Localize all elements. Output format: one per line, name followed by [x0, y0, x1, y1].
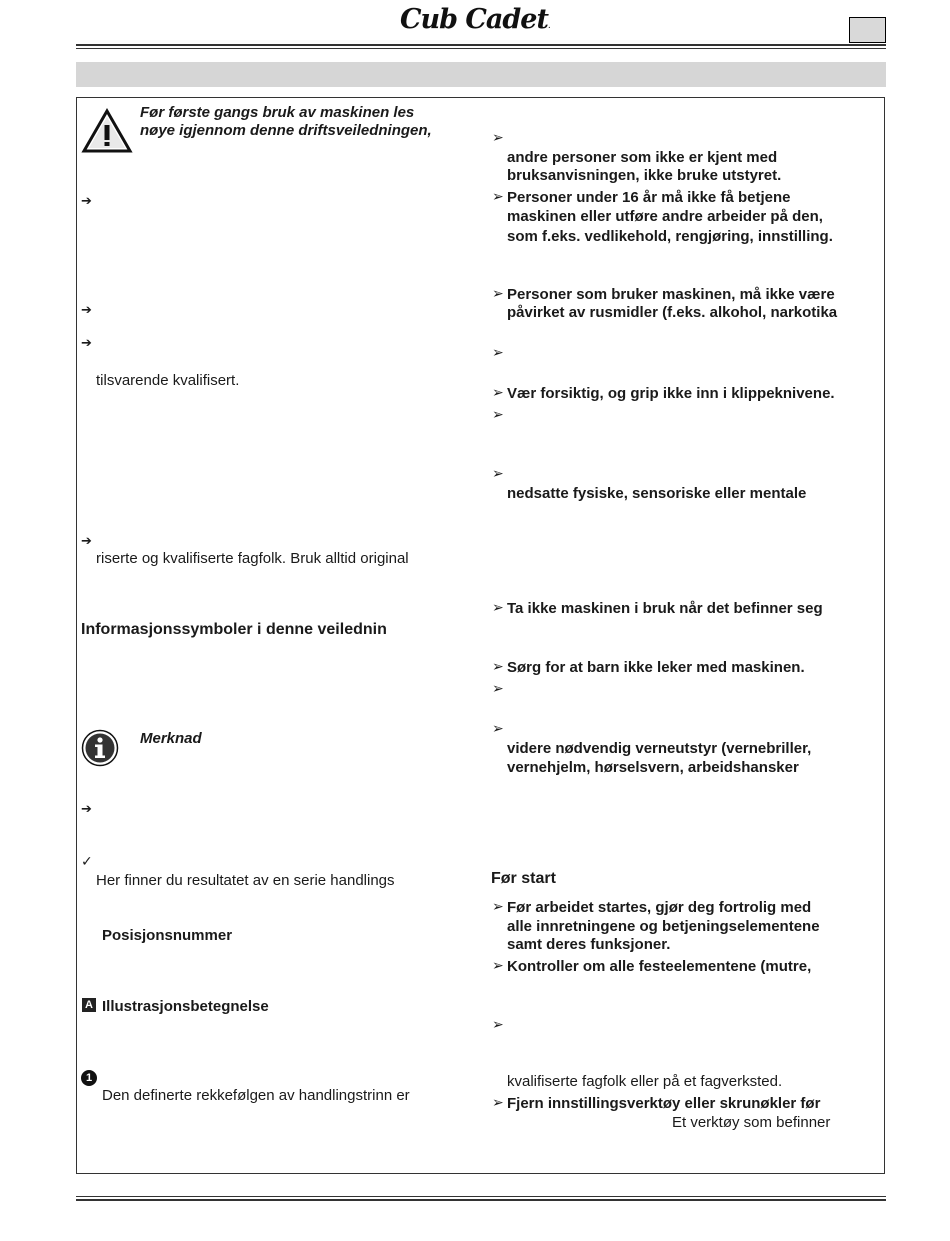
position-number-label: Posisjonsnummer [102, 927, 233, 944]
under16-line3: som f.eks. vedlikehold, rengjøring, innstilling. [507, 228, 833, 245]
warning-text-line1: Før første gangs bruk av maskinen les [140, 104, 415, 121]
children-text: Sørg for at barn ikke leker med maskinen. [507, 659, 805, 676]
chevron-bullet-icon: ➢ [492, 599, 504, 615]
familiar-line2: alle innretningene og betjeningselementene [507, 918, 820, 935]
footer-rule [76, 1199, 886, 1201]
chevron-bullet-icon: ➢ [492, 406, 504, 422]
remove-tools-text: Fjern innstillingsverktøy eller skrunøkler før [507, 1095, 821, 1112]
chevron-bullet-icon: ➢ [492, 957, 504, 973]
chevron-bullet-icon: ➢ [492, 344, 504, 360]
ppe-line1: videre nødvendig verneutstyr (vernebriller, [507, 740, 812, 757]
chevron-bullet-icon: ➢ [492, 1094, 504, 1110]
logo-text: Cub Cadet [400, 4, 548, 35]
check-icon: ✓ [81, 853, 93, 869]
section-title-band [76, 62, 886, 87]
ppe-line2: vernehjelm, hørselsvern, arbeidshansker [507, 759, 799, 776]
chevron-bullet-icon: ➢ [492, 1016, 504, 1032]
warning-text-line2: nøye igjennom denne driftsveiledningen, [140, 122, 432, 139]
header-rule-thin [76, 48, 886, 49]
info-symbols-heading: Informasjonssymboler i denne veilednin [81, 621, 387, 638]
tool-found-text: Et verktøy som befinner [672, 1114, 831, 1131]
illustration-badge: A [82, 998, 96, 1012]
info-icon [81, 729, 119, 767]
step-number-badge: 1 [81, 1070, 97, 1086]
fasteners-text: Kontroller om alle festeelementene (mutre, [507, 958, 812, 975]
careful-text: Vær forsiktig, og grip ikke inn i klippeknivene. [507, 385, 835, 402]
under16-line2: maskinen eller utføre andre arbeider på den, [507, 208, 823, 225]
illustration-label: Illustrasjonsbetegnelse [102, 998, 269, 1015]
chevron-bullet-icon: ➢ [492, 898, 504, 914]
page-number-box [849, 17, 886, 43]
arrow-bullet-icon: ➔ [81, 302, 92, 317]
intox-line1: Personer som bruker maskinen, må ikke være [507, 286, 835, 303]
logo-dot: . [547, 21, 550, 31]
chevron-bullet-icon: ➢ [492, 658, 504, 674]
chevron-bullet-icon: ➢ [492, 384, 504, 400]
chevron-bullet-icon: ➢ [492, 129, 504, 145]
arrow-bullet-icon: ➔ [81, 193, 92, 208]
others-line1: andre personer som ikke er kjent med [507, 149, 778, 166]
chevron-bullet-icon: ➢ [492, 188, 504, 204]
arrow-bullet-icon: ➔ [81, 533, 92, 548]
chevron-bullet-icon: ➢ [492, 285, 504, 301]
chevron-bullet-icon: ➢ [492, 465, 504, 481]
workshop-text: kvalifiserte fagfolk eller på et fagverksted. [507, 1073, 783, 1090]
arrow-bullet-icon: ➔ [81, 335, 92, 350]
reduced-abilities-text: nedsatte fysiske, sensoriske eller mentale [507, 485, 807, 502]
familiar-line3: samt deres funksjoner. [507, 936, 671, 953]
others-line2: bruksanvisningen, ikke bruke utstyret. [507, 167, 782, 184]
header-rule [76, 44, 886, 46]
original-parts-text: riserte og kvalifiserte fagfolk. Bruk alltid original [96, 550, 409, 567]
under16-line1: Personer under 16 år må ikke få betjene [507, 189, 791, 206]
arrow-bullet-icon: ➔ [81, 801, 92, 816]
warning-triangle-icon [81, 108, 133, 154]
cub-cadet-logo [400, 4, 550, 35]
dont-use-text: Ta ikke maskinen i bruk når det befinner seg [507, 600, 823, 617]
qualified-text: tilsvarende kvalifisert. [96, 372, 240, 389]
sequence-text: Den definerte rekkefølgen av handlingstrinn er [102, 1087, 410, 1104]
chevron-bullet-icon: ➢ [492, 680, 504, 696]
result-text: Her finner du resultatet av en serie handlings [96, 872, 395, 889]
note-label: Merknad [140, 730, 202, 747]
familiar-line1: Før arbeidet startes, gjør deg fortrolig med [507, 899, 812, 916]
footer-rule-thin [76, 1196, 886, 1197]
before-start-heading: Før start [491, 870, 556, 887]
intox-line2: påvirket av rusmidler (f.eks. alkohol, narkotika [507, 304, 838, 321]
chevron-bullet-icon: ➢ [492, 720, 504, 736]
